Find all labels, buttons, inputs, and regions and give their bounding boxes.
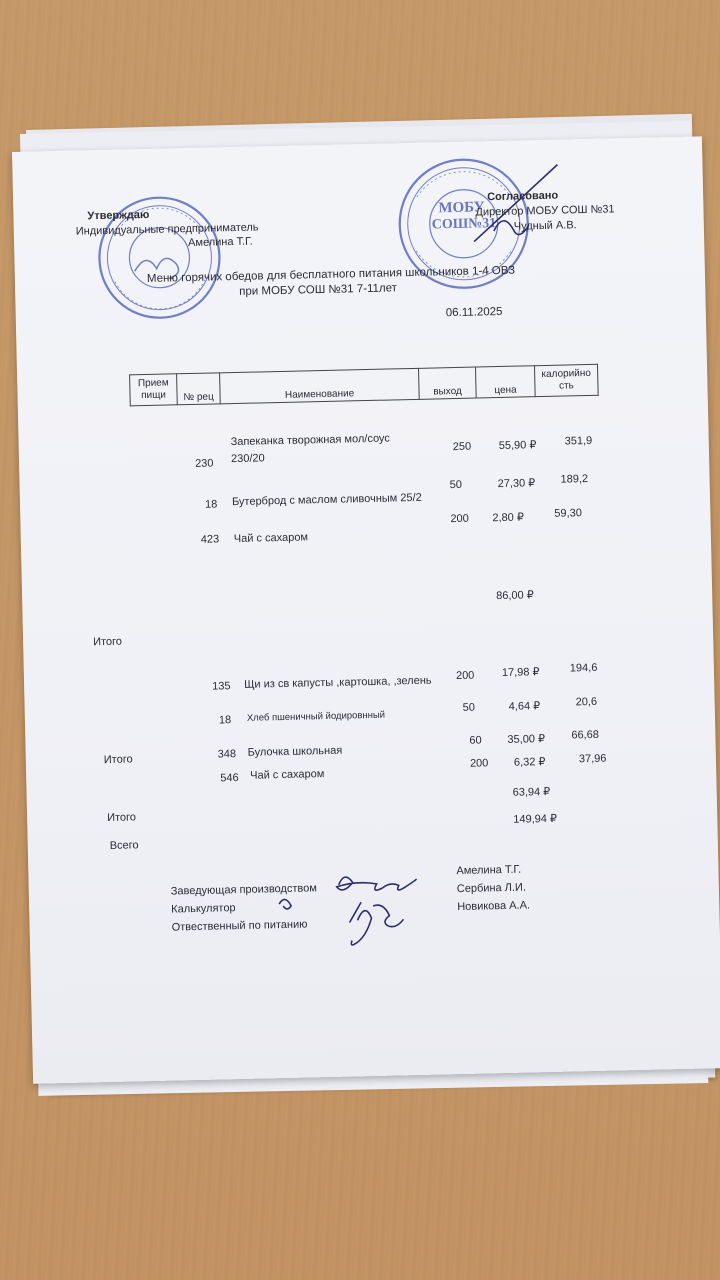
- director-signature-icon: [462, 159, 574, 251]
- header-rec: [177, 373, 221, 405]
- row3-name: Чай с сахаром: [233, 531, 309, 546]
- header-name: [220, 368, 420, 404]
- row4-name: Щи из св капусты ,картошка, ,зелень: [244, 674, 432, 691]
- name-responsible: Новикова А.А.: [457, 899, 531, 914]
- row4-kcal: 194,6: [569, 661, 598, 675]
- row2-kcal: 189,2: [560, 473, 589, 486]
- handwritten-signature-icon: [268, 861, 440, 965]
- agree-title: Согласовано: [487, 189, 559, 204]
- row4-price: 17,98 ₽: [501, 666, 540, 680]
- itogo1-value: 86,00 ₽: [496, 589, 534, 603]
- vsego-label: Всего: [109, 839, 139, 852]
- itogo-middle-label: Итого: [103, 753, 133, 767]
- seal-text-line1: МОБУ: [438, 199, 485, 217]
- seal-text-line2: СОШ№31: [431, 216, 497, 233]
- row7-name: Чай с сахаром: [250, 768, 325, 782]
- approve-line1: Индивидуальные предприниматель: [75, 221, 259, 238]
- row6-out: 60: [469, 734, 482, 747]
- itogo2-value: 63,94 ₽: [512, 785, 551, 799]
- header-kcal: [534, 364, 598, 396]
- row5-kcal: 20,6: [575, 695, 598, 709]
- row1-name-l1: Запеканка творожная мол/соус: [230, 432, 391, 449]
- row3-price: 2,80 ₽: [492, 511, 525, 525]
- itogo2-label: Итого: [106, 811, 137, 825]
- name-calculator: Сербина Л.И.: [456, 881, 527, 896]
- header-out: [419, 367, 477, 399]
- row3-kcal: 59,30: [554, 507, 583, 520]
- row6-kcal: 66,68: [571, 728, 600, 742]
- row2-out: 50: [449, 478, 463, 492]
- row6-rec: 348: [217, 748, 237, 761]
- row2-price: 27,30 ₽: [497, 477, 536, 491]
- itogo1-label: Итого: [93, 635, 123, 649]
- approve-line2: Амелина Т.Г.: [187, 235, 253, 250]
- menu-table-header: [129, 364, 599, 407]
- row4-out: 200: [455, 669, 475, 683]
- document-date: 06.11.2025: [445, 305, 503, 320]
- row3-out: 200: [450, 512, 469, 526]
- approve-title: Утверждаю: [87, 208, 150, 223]
- row1-price: 55,90 ₽: [498, 439, 537, 453]
- agree-line1: Директор МОБУ СОШ №31: [475, 203, 615, 219]
- row6-name: Булочка школьная: [247, 744, 343, 759]
- row7-rec: 546: [220, 772, 239, 785]
- row5-out: 50: [462, 701, 476, 714]
- name-production-head: Амелина Т.Г.: [456, 863, 522, 878]
- row7-out: 200: [469, 757, 489, 770]
- header-price: [475, 366, 535, 398]
- header-name-label: Наименование: [284, 388, 355, 401]
- row5-price: 4,64 ₽: [508, 700, 541, 713]
- document-sheet: [12, 136, 720, 1083]
- menu-title-line1: Меню горячих обедов для бесплатного питания школьников 1-4 ОВЗ: [146, 264, 516, 285]
- row1-name-l2: 230/20: [230, 452, 265, 466]
- row1-kcal: 351,9: [564, 434, 593, 448]
- header-kcal-l1: калорийно: [541, 367, 592, 381]
- row3-rec: 423: [200, 533, 220, 546]
- header-meal: [130, 374, 178, 406]
- menu-title-line2: при МОБУ СОШ №31 7-11лет: [239, 282, 398, 298]
- role-production-head: Заведующая производством: [170, 882, 317, 898]
- agree-line2: Чудный А.В.: [513, 219, 577, 233]
- row1-rec: 230: [194, 457, 214, 470]
- row1-out: 250: [452, 440, 472, 454]
- header-meal-l1: Прием: [137, 377, 169, 390]
- row5-name: Хлеб пшеничный йодировнный: [246, 709, 386, 724]
- row7-kcal: 37,96: [578, 752, 607, 766]
- role-calculator: Калькулятор: [171, 902, 236, 916]
- row4-rec: 135: [212, 680, 231, 693]
- row7-price: 6,32 ₽: [513, 756, 546, 769]
- header-price-label: цена: [494, 384, 517, 397]
- header-meal-l2: пищи: [141, 389, 167, 402]
- row2-name: Бутерброд с маслом сливочным 25/2: [231, 491, 422, 509]
- role-responsible: Отвественный по питанию: [171, 918, 308, 934]
- header-out-label: выход: [433, 385, 462, 398]
- row5-rec: 18: [218, 714, 232, 727]
- header-kcal-l2: сть: [558, 380, 574, 392]
- row6-price: 35,00 ₽: [507, 733, 546, 746]
- header-rec-label: № рец: [183, 391, 214, 404]
- vsego-value: 149,94 ₽: [513, 812, 558, 826]
- row2-rec: 18: [204, 498, 218, 511]
